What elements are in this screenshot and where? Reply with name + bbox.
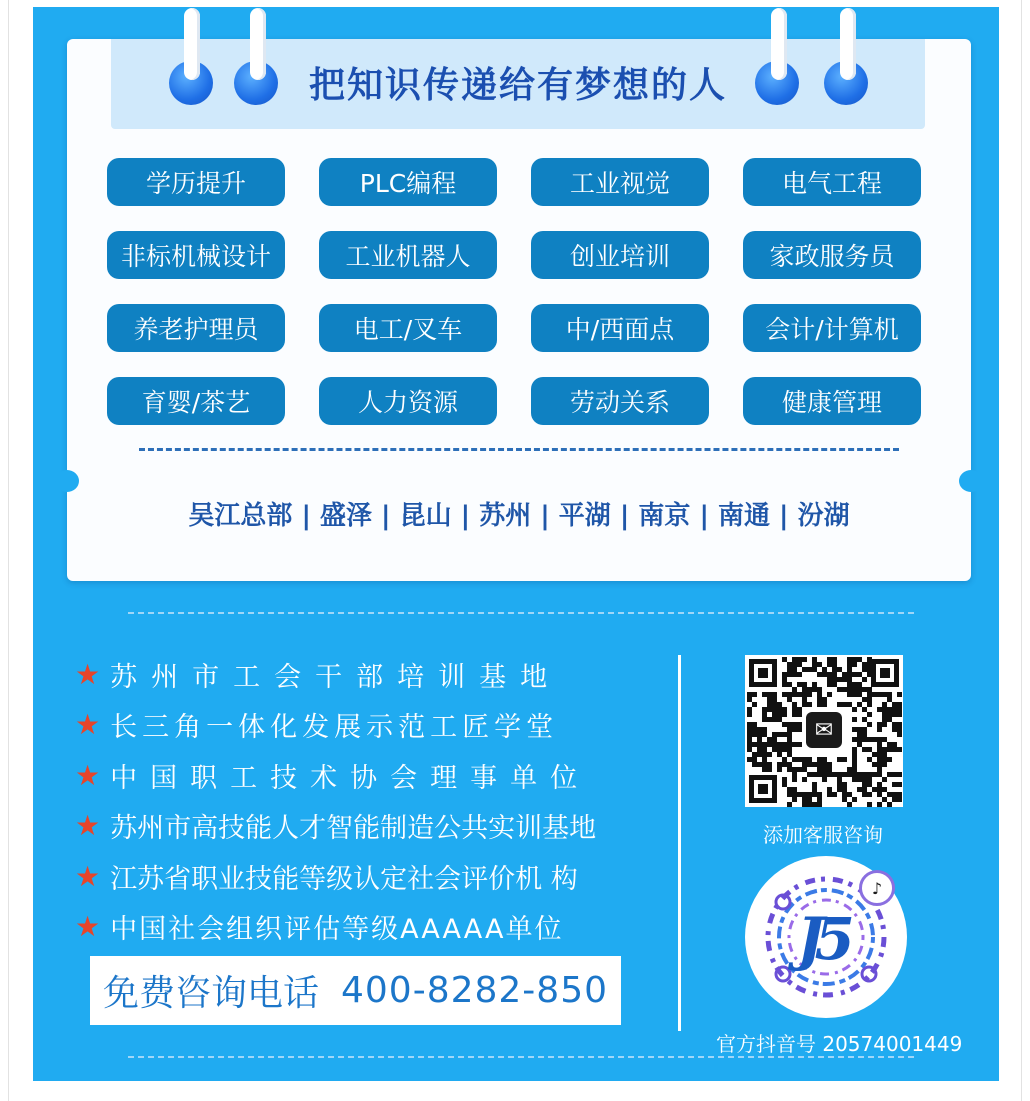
vertical-divider — [678, 655, 681, 1031]
slogan: 把知识传递给有梦想的人 — [308, 64, 727, 106]
star-icon: ★ — [75, 708, 101, 742]
wechat-icon: ✉ — [806, 712, 842, 748]
star-icon: ★ — [75, 758, 101, 792]
course-pill[interactable]: 育婴/茶艺 — [107, 377, 285, 425]
tiktok-icon: ♪ — [859, 870, 895, 906]
honor-item: ★ 江苏省职业技能等级认定社会评价机 构 — [75, 859, 578, 895]
binder-clip — [250, 8, 266, 80]
honor-item: ★ 中国社会组织评估等级AAAAA单位 — [75, 910, 564, 946]
course-pill[interactable]: 创业培训 — [531, 231, 709, 279]
course-card — [67, 39, 971, 581]
hotline-label: 免费咨询电话 — [102, 973, 319, 1014]
course-pill[interactable]: 会计/计算机 — [743, 304, 921, 352]
qr-caption: 添加客服咨询 — [763, 823, 883, 847]
star-icon: ★ — [75, 910, 101, 944]
binder-clip — [184, 8, 200, 80]
course-pill[interactable]: 工业视觉 — [531, 158, 709, 206]
star-icon: ★ — [75, 859, 101, 893]
hotline-number[interactable]: 400-8282-850 — [340, 970, 609, 1011]
honor-item: ★ 中国职工技术协会理事单位 — [75, 758, 591, 794]
star-icon: ★ — [75, 809, 101, 843]
star-icon: ★ — [75, 657, 101, 691]
course-pill[interactable]: PLC编程 — [319, 158, 497, 206]
course-pill[interactable]: 电气工程 — [743, 158, 921, 206]
honor-item: ★ 苏州市高技能人才智能制造公共实训基地 — [75, 809, 597, 845]
course-pill[interactable]: 非标机械设计 — [107, 231, 285, 279]
card-divider — [139, 448, 899, 451]
locations: 吴江总部 | 盛泽 | 昆山 | 苏州 | 平湖 | 南京 | 南通 | 汾湖 — [188, 501, 850, 531]
course-pill[interactable]: 劳动关系 — [531, 377, 709, 425]
section-divider-bottom — [128, 1056, 914, 1058]
right-border — [1021, 0, 1022, 1101]
brand-logo: J5 — [797, 905, 845, 973]
course-pill[interactable]: 学历提升 — [107, 158, 285, 206]
course-pill[interactable]: 电工/叉车 — [319, 304, 497, 352]
course-pill[interactable]: 中/西面点 — [531, 304, 709, 352]
douyin-caption: 官方抖音号 20574001449 — [716, 1032, 963, 1056]
section-divider-top — [128, 612, 914, 614]
honor-item: ★ 苏州市工会干部培训基地 — [75, 657, 562, 693]
course-pill[interactable]: 人力资源 — [319, 377, 497, 425]
binder-clip — [771, 8, 787, 80]
hotline-box[interactable] — [90, 956, 621, 1025]
course-pill[interactable]: 养老护理员 — [107, 304, 285, 352]
course-pill[interactable]: 家政服务员 — [743, 231, 921, 279]
course-pill[interactable]: 工业机器人 — [319, 231, 497, 279]
honor-item: ★ 长三角一体化发展示范工匠学堂 — [75, 708, 559, 744]
course-pill[interactable]: 健康管理 — [743, 377, 921, 425]
binder-clip — [840, 8, 856, 80]
left-border — [8, 0, 9, 1101]
course-grid — [107, 158, 923, 425]
honors-list — [75, 649, 635, 952]
card-notch-right — [959, 470, 983, 492]
wechat-qr-code[interactable] — [745, 655, 903, 807]
card-notch-left — [55, 470, 79, 492]
wechat-logo — [802, 708, 846, 752]
